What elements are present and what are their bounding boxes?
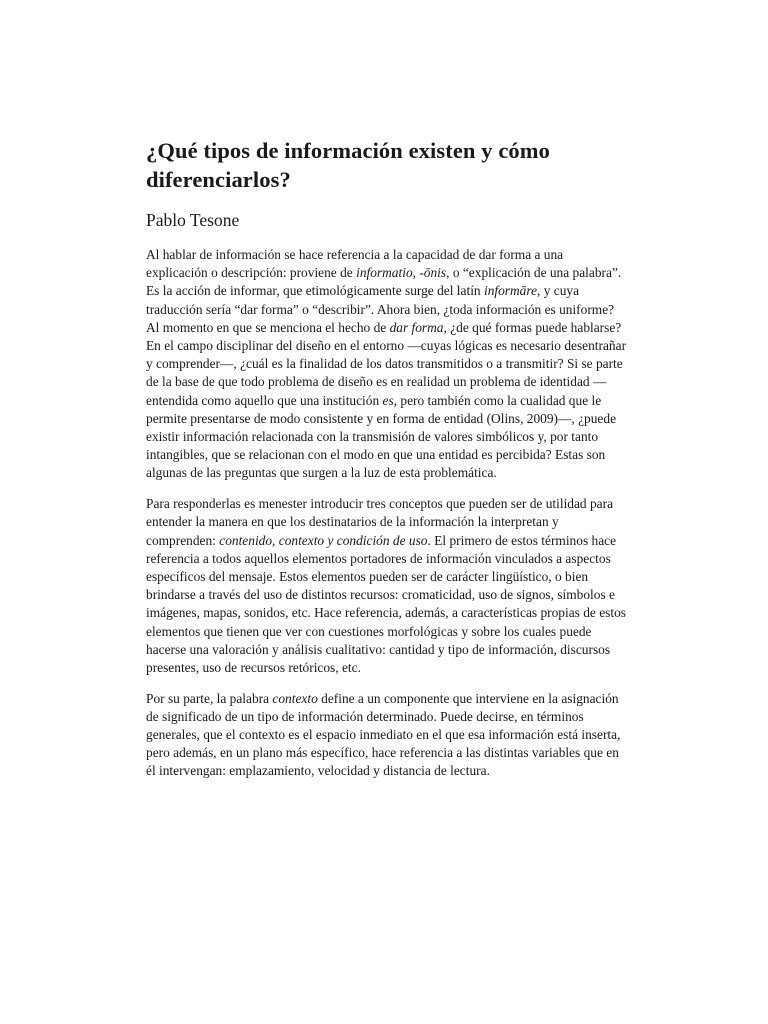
body-paragraph: [146, 246, 628, 483]
body-paragraph: [146, 690, 628, 781]
text-run: , ¿de qué formas puede hablarse? En el campo disciplinar del diseño en el entorno —cuyas lógicas es necesario desentrañar y comprender—, ¿cuál es la finalidad de los datos transmitidos o a transmitir? Si se parte de la base de que todo problema de diseño es en realidad un problema de identidad —entendida como aquello que una institución: [146, 319, 627, 408]
document-title: ¿Qué tipos de información existen y cómo diferenciarlos?: [146, 138, 550, 192]
text-run: , o “explicación de una palabra”. Es la acción de informar, que etimológicamente surge del latín: [146, 265, 622, 299]
text-run: , pero también como la cualidad que le permite presentarse de modo consistente y en forma de entidad (Olins, 2009)—, ¿puede existir información relacionada con la transmisión de valores simbólicos y, por tanto intangibles, que se relacionan con el modo en que una entidad es percibida? Estas son algunas de las preguntas que surgen a la luz de esta problemática.: [146, 392, 617, 481]
italic-text-run: contexto: [272, 690, 318, 706]
text-run: , y cuya traducción sería “dar forma” o “describir”. Ahora bien, ¿toda información es uniforme? Al momento en que se menciona el hecho de: [146, 283, 615, 335]
italic-text-run: contenido, contexto y condición de uso: [219, 532, 428, 548]
document-page: [146, 136, 628, 793]
italic-text-run: informāre: [483, 283, 538, 299]
italic-text-run: es: [382, 392, 394, 408]
text-run: . El primero de estos términos hace referencia a todos aquellos elementos portadores de información vinculados a aspectos específicos del mensaje. Estos elementos pueden ser de carácter lingüístico, o bien brindarse a través del uso de distintos recursos: cromaticidad, uso de signos, símbolos e imágenes, mapas, sonidos, etc. Hace referencia, además, a características propias de estos elementos que tienen que ver con cuestiones morfológicas y sobre los cuales puede hacerse una valoración y análisis cualitativo: cantidad y tipo de información, discursos presentes, uso de recursos retóricos, etc.: [146, 532, 626, 675]
text-run: Por su parte, la palabra: [146, 690, 273, 706]
text-run: define a un componente que interviene en la asignación de significado de un tipo de información determinado. Puede decirse, en términos generales, que el contexto es el espacio inmediato en el que esa información está inserta, pero además, en un plano más específico, hace referencia a las distintas variables que en él intervengan: emplazamiento, velocidad y distancia de lectura.: [146, 690, 621, 779]
text-run: Para responderlas es menester introducir tres conceptos que pueden ser de utilidad para entender la manera en que los destinatarios de la información la interpretan y comprenden:: [146, 496, 614, 548]
text-run: Al hablar de información se hace referencia a la capacidad de dar forma a una explicación o descripción: proviene de: [146, 247, 564, 281]
author-name: Pablo Tesone: [146, 210, 240, 230]
italic-text-run: informatio, -ōnis: [356, 265, 447, 281]
italic-text-run: dar forma: [389, 319, 444, 335]
body-paragraph: [146, 495, 628, 677]
